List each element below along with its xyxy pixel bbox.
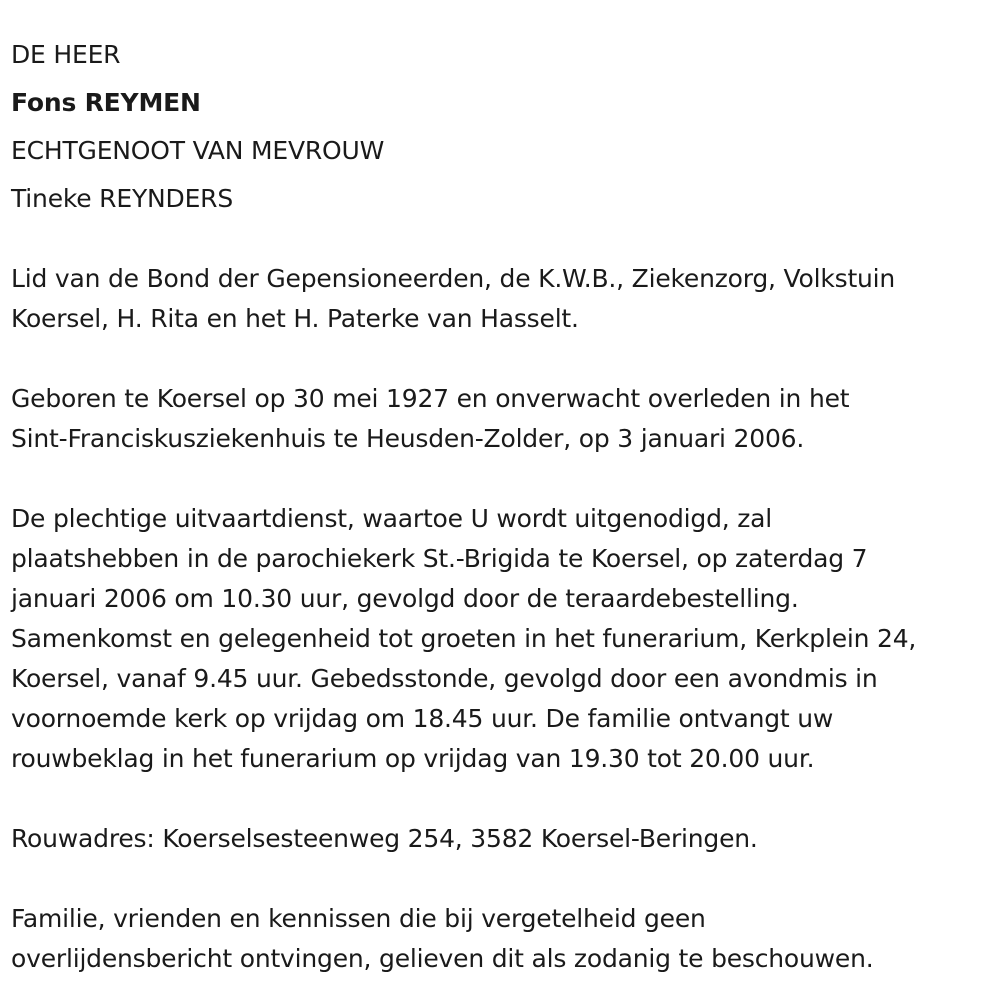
closing-paragraph <box>11 899 996 979</box>
title-prefix: DE HEER <box>11 40 121 69</box>
birth-death-paragraph <box>11 379 996 459</box>
text-line: Geboren te Koersel op 30 mei 1927 en onverwacht overleden in het <box>11 384 850 413</box>
text-line: De plechtige uitvaartdienst, waartoe U wordt uitgenodigd, zal <box>11 504 773 533</box>
text-line: rouwbeklag in het funerarium op vrijdag van 19.30 tot 20.00 uur. <box>11 744 815 773</box>
text-line: Koersel, H. Rita en het H. Paterke van Hasselt. <box>11 304 579 333</box>
spouse-name: Tineke REYNDERS <box>11 184 234 213</box>
deceased-name: Fons REYMEN <box>11 88 201 117</box>
address-paragraph <box>11 819 996 859</box>
relation-line: ECHTGENOOT VAN MEVROUW <box>11 136 385 165</box>
text-line: Sint-Franciskusziekenhuis te Heusden-Zolder, op 3 januari 2006. <box>11 424 805 453</box>
text-line: overlijdensbericht ontvingen, gelieven dit als zodanig te beschouwen. <box>11 944 874 973</box>
text-line: Samenkomst en gelegenheid tot groeten in het funerarium, Kerkplein 24, <box>11 624 917 653</box>
text-line: Rouwadres: Koerselsesteenweg 254, 3582 Koersel-Beringen. <box>11 824 758 853</box>
text-line: Koersel, vanaf 9.45 uur. Gebedsstonde, gevolgd door een avondmis in <box>11 664 878 693</box>
text-line: januari 2006 om 10.30 uur, gevolgd door de teraardebestelling. <box>11 584 799 613</box>
membership-paragraph <box>11 259 996 339</box>
text-line: Lid van de Bond der Gepensioneerden, de K.W.B., Ziekenzorg, Volkstuin <box>11 264 896 293</box>
text-line: plaatshebben in de parochiekerk St.-Brigida te Koersel, op zaterdag 7 <box>11 544 868 573</box>
text-line: Familie, vrienden en kennissen die bij vergetelheid geen <box>11 904 706 933</box>
text-line: voornoemde kerk op vrijdag om 18.45 uur. De familie ontvangt uw <box>11 704 834 733</box>
funeral-paragraph <box>11 499 996 779</box>
